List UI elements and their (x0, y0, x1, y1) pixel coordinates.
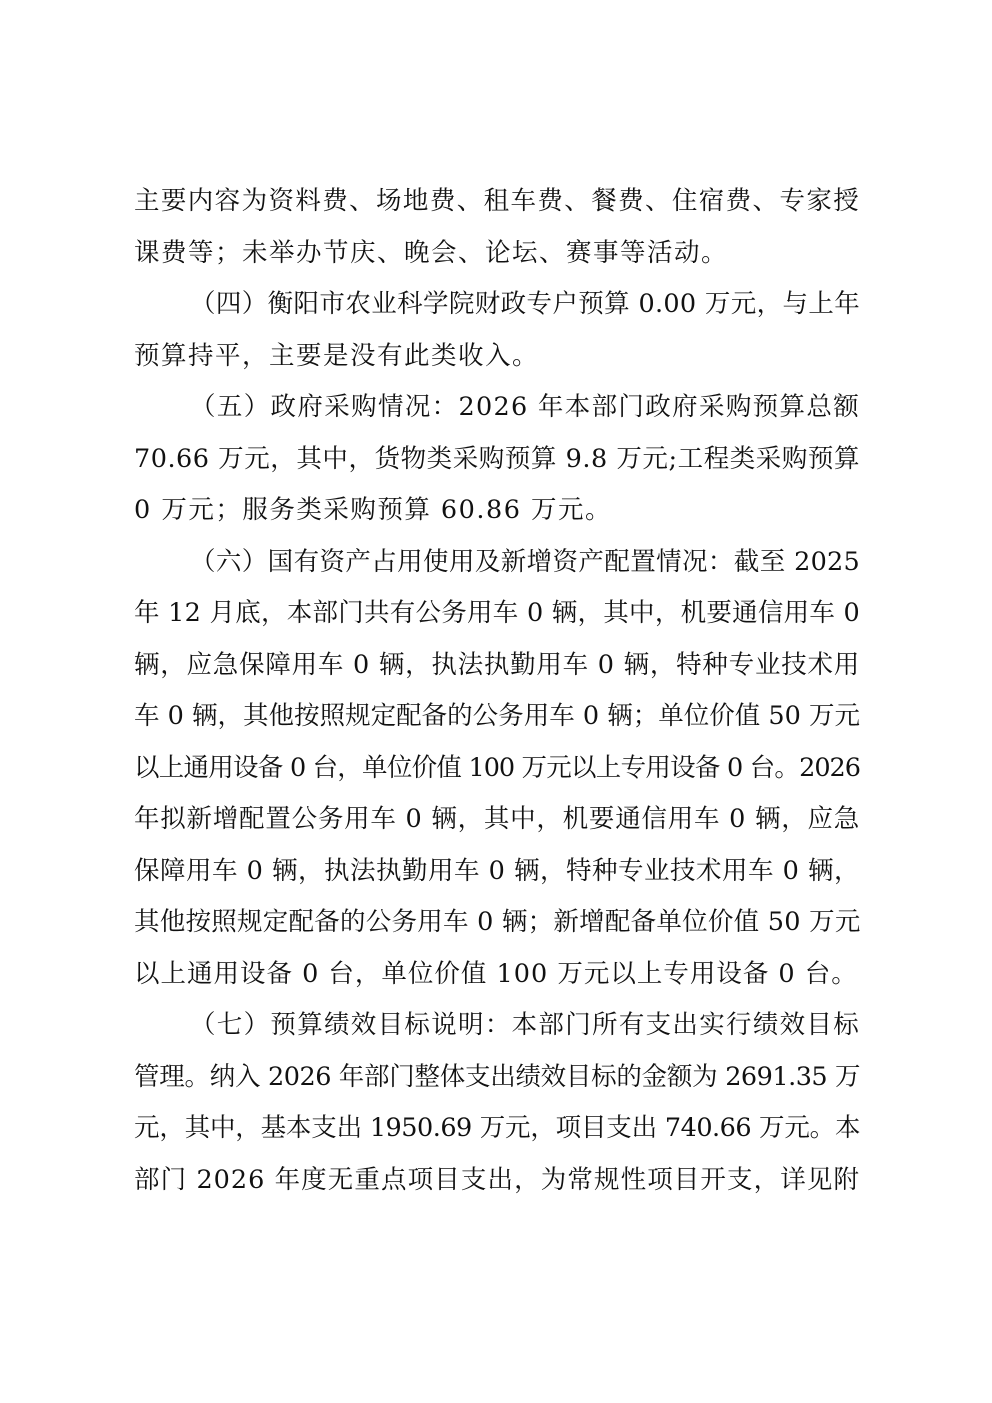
text-line: 其他按照规定配备的公务用车 0 辆；新增配备单位价值 50 万元 (134, 907, 861, 937)
body-text (134, 176, 860, 1206)
paragraph-6-start: （六）国有资产占用使用及新增资产配置情况：截至 2025 (190, 546, 860, 577)
text-line: 年拟新增配置公务用车 0 辆，其中，机要通信用车 0 辆，应急 (134, 804, 860, 834)
text-line: 主要内容为资料费、场地费、租车费、餐费、住宿费、专家授 (134, 186, 860, 216)
paragraph-4-start: （四）衡阳市农业科学院财政专户预算 0.00 万元，与上年 (190, 289, 860, 319)
text-line: 课费等；未举办节庆、晚会、论坛、赛事等活动。 (134, 237, 729, 268)
text-line: 以上通用设备 0 台，单位价值 100 万元以上专用设备 0 台。 (134, 958, 858, 989)
text-line: 部门 2026 年度无重点项目支出，为常规性项目开支，详见附 (134, 1164, 860, 1195)
text-line: 年 12 月底，本部门共有公务用车 0 辆，其中，机要通信用车 0 (134, 598, 860, 628)
text-line: 管理。纳入 2026 年部门整体支出绩效目标的金额为 2691.35 万 (134, 1061, 860, 1092)
text-line: 元，其中，基本支出 1950.69 万元，项目支出 740.66 万元。本 (134, 1113, 860, 1143)
text-line: 辆，应急保障用车 0 辆，执法执勤用车 0 辆，特种专业技术用 (134, 649, 860, 680)
text-line: 以上通用设备 0 台，单位价值 100 万元以上专用设备 0 台。2026 (134, 752, 860, 783)
paragraph-7-start: （七）预算绩效目标说明：本部门所有支出实行绩效目标 (190, 1010, 860, 1040)
text-line: 车 0 辆，其他按照规定配备的公务用车 0 辆；单位价值 50 万元 (134, 701, 860, 731)
text-line: 0 万元；服务类采购预算 60.86 万元。 (134, 495, 613, 525)
text-line: 70.66 万元，其中，货物类采购预算 9.8 万元;工程类采购预算 (134, 443, 860, 474)
text-line: 保障用车 0 辆，执法执勤用车 0 辆，特种专业技术用车 0 辆， (134, 855, 860, 886)
text-line: 预算持平，主要是没有此类收入。 (134, 340, 540, 371)
paragraph-5-start: （五）政府采购情况：2026 年本部门政府采购预算总额 (190, 392, 860, 422)
